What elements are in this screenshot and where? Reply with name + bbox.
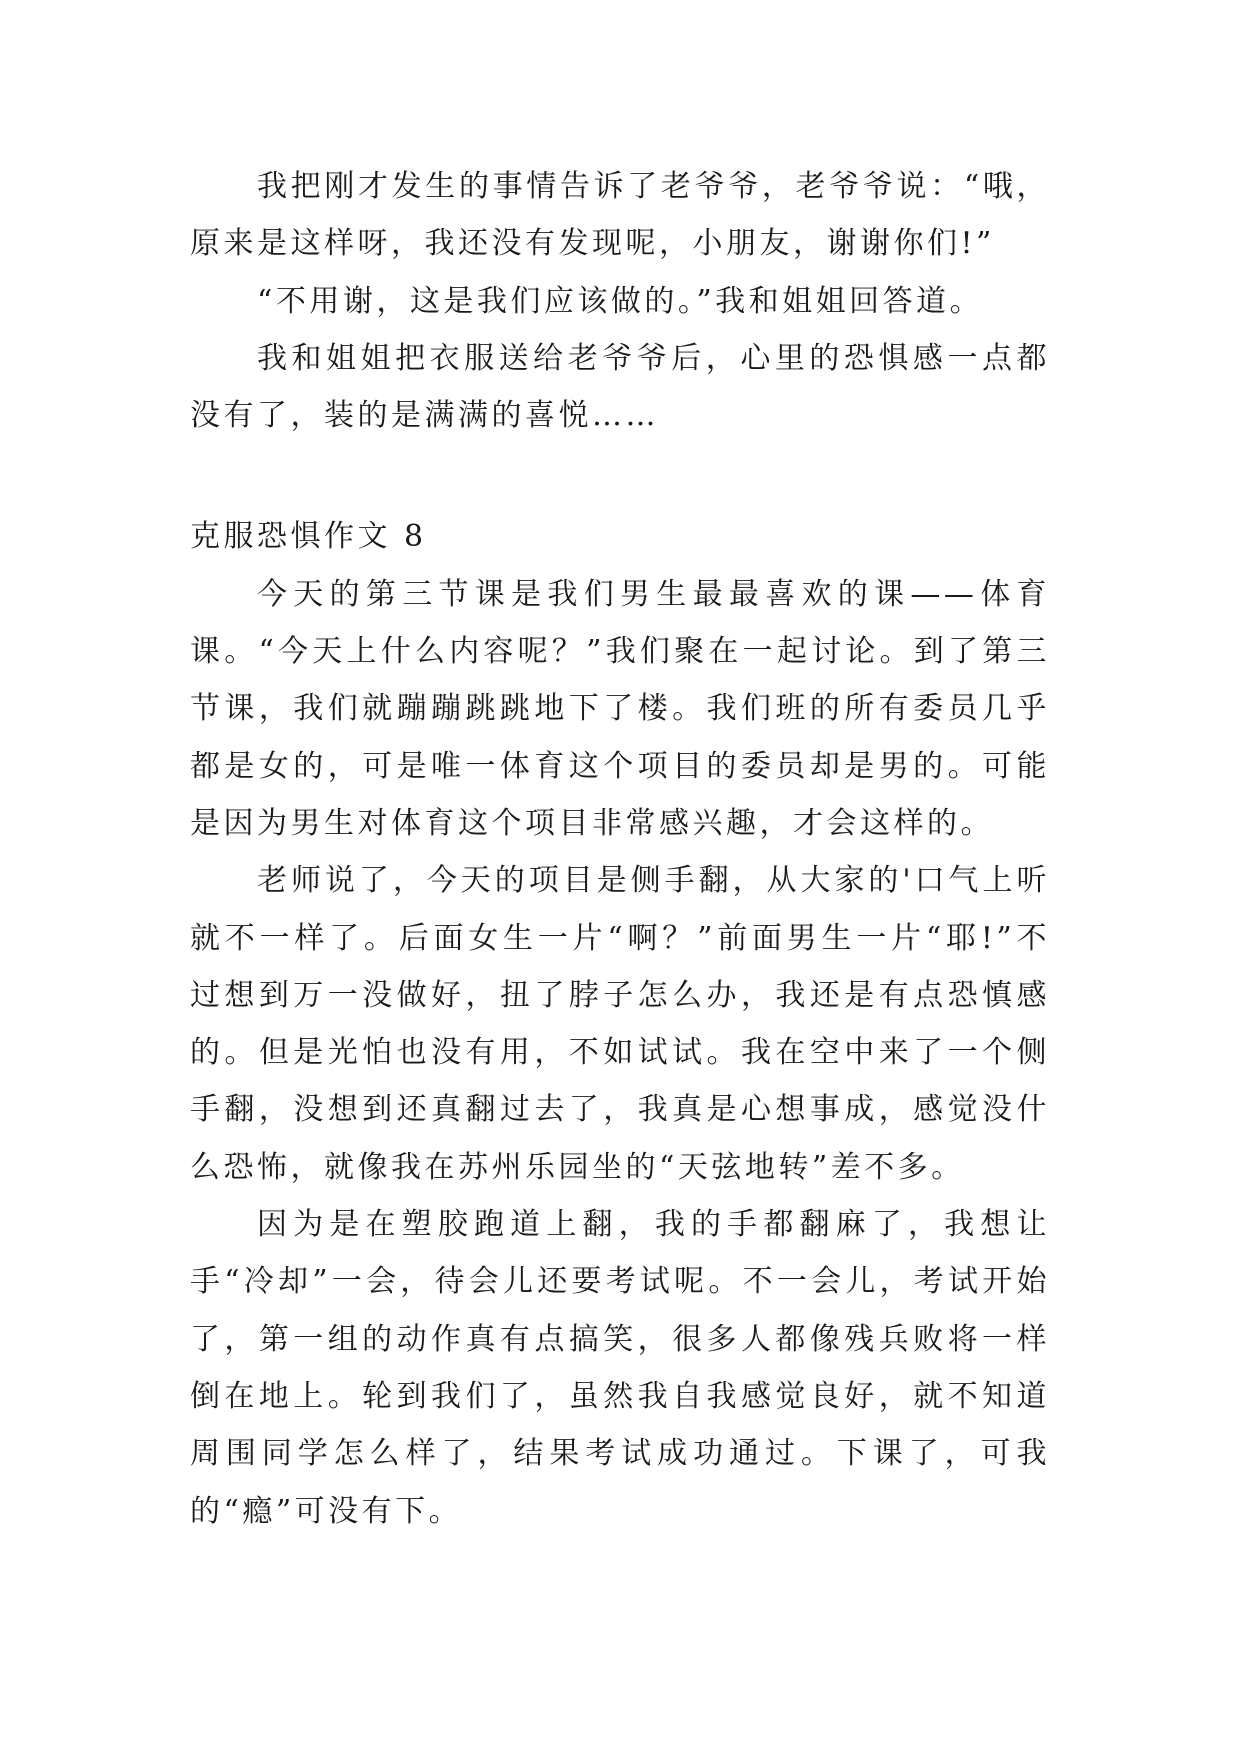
document-page [190, 158, 1050, 1540]
body-paragraph: 今天的第三节课是我们男生最最喜欢的课——体育课。“今天上什么内容呢？”我们聚在一起讨论。到了第三节课，我们就蹦蹦跳跳地下了楼。我们班的所有委员几乎都是女的，可是唯一体育这个项目的委员却是男的。可能是因为男生对体育这个项目非常感兴趣，才会这样的。 [190, 576, 1050, 841]
section-title: 克服恐惧作文 8 [190, 519, 427, 555]
body-paragraph: 老师说了，今天的项目是侧手翻，从大家的'口气上听就不一样了。后面女生一片“啊？”前面男生一片“耶!”不过想到万一没做好，扭了脖子怎么办，我还是有点恐慎感的。但是光怕也没有用，不如试试。我在空中来了一个侧手翻，没想到还真翻过去了，我真是心想事成，感觉没什么恐怖，就像我在苏州乐园坐的“天弦地转”差不多。 [190, 863, 1050, 1185]
body-paragraph: “不用谢，这是我们应该做的。”我和姐姐回答道。 [257, 283, 984, 319]
body-paragraph: 因为是在塑胶跑道上翻，我的手都翻麻了，我想让手“冷却”一会，待会儿还要考试呢。不一会儿，考试开始了，第一组的动作真有点搞笑，很多人都像残兵败将一样倒在地上。轮到我们了，虽然我自我感觉良好，就不知道周围同学怎么样了，结果考试成功通过。下课了，可我的“瘾”可没有下。 [190, 1207, 1050, 1529]
body-paragraph: 我把刚才发生的事情告诉了老爷爷，老爷爷说：“哦，原来是这样呀，我还没有发现呢，小朋友，谢谢你们!” [190, 169, 1050, 262]
body-paragraph: 我和姐姐把衣服送给老爷爷后，心里的恐惧感一点都没有了，装的是满满的喜悦…… [190, 340, 1050, 434]
